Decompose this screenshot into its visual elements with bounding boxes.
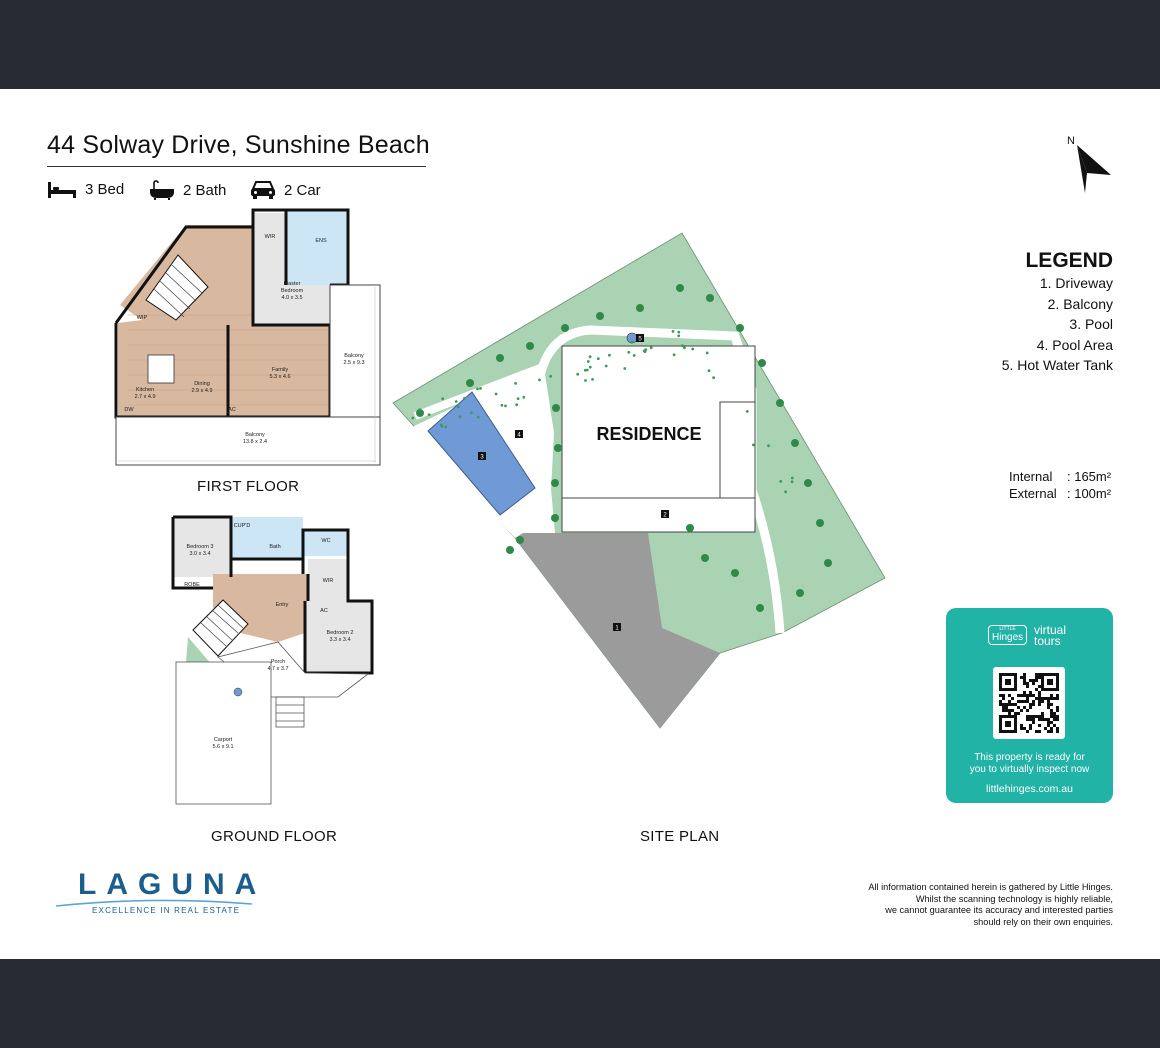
vt-message-1: This property is ready for bbox=[974, 752, 1085, 763]
north-label: N bbox=[1067, 135, 1075, 147]
baths-label: 2 Bath bbox=[183, 181, 227, 199]
shrub bbox=[681, 344, 684, 347]
beds-label: 3 Bed bbox=[85, 180, 125, 198]
legend-item: 1. Driveway bbox=[1039, 275, 1113, 291]
shrub bbox=[708, 369, 711, 372]
room-master-2: Bedroom bbox=[280, 288, 304, 294]
vt-title-1: virtual bbox=[1034, 623, 1067, 637]
shrub bbox=[608, 354, 611, 357]
shrub bbox=[677, 334, 680, 337]
marker-1 bbox=[613, 623, 621, 632]
tree bbox=[776, 399, 784, 407]
legend-item: 5. Hot Water Tank bbox=[1001, 357, 1113, 374]
tree bbox=[516, 536, 524, 544]
ensuite-floor bbox=[283, 210, 348, 287]
tree bbox=[758, 359, 766, 367]
shrub bbox=[623, 367, 626, 370]
tree bbox=[791, 439, 799, 447]
shrub bbox=[522, 396, 525, 399]
room-family: Family bbox=[271, 367, 289, 373]
shrub bbox=[712, 376, 715, 379]
marker-5 bbox=[636, 334, 644, 343]
room-ac-ff: AC bbox=[228, 407, 236, 413]
shrub bbox=[605, 365, 608, 368]
agency-tagline: EXCELLENCE IN REAL ESTATE bbox=[92, 906, 241, 915]
marker-2 bbox=[661, 510, 669, 519]
shrub bbox=[418, 408, 421, 411]
shrub bbox=[455, 400, 458, 403]
shrub bbox=[683, 346, 686, 349]
shrub bbox=[779, 480, 782, 483]
shrub bbox=[576, 373, 579, 376]
shrub bbox=[457, 405, 460, 408]
feature-baths bbox=[149, 180, 226, 200]
room-wc: WC bbox=[321, 538, 331, 544]
shrub bbox=[597, 357, 600, 360]
external-area-value: : 100m² bbox=[1067, 486, 1112, 501]
shrub bbox=[589, 355, 592, 358]
shrub bbox=[784, 490, 787, 493]
legend-title: LEGEND bbox=[1025, 249, 1113, 272]
svg-text:5: 5 bbox=[638, 336, 642, 343]
shrub bbox=[517, 397, 520, 400]
room-wir-gf: WIR bbox=[322, 578, 334, 584]
internal-area bbox=[1009, 469, 1112, 484]
shrub bbox=[767, 444, 770, 447]
shrub bbox=[584, 379, 587, 382]
disclaimer-line: should rely on their own enquiries. bbox=[973, 916, 1113, 927]
first-floor-label: FIRST FLOOR bbox=[197, 478, 300, 495]
shrub bbox=[501, 404, 504, 407]
shrub bbox=[589, 366, 592, 369]
residence-label: RESIDENCE bbox=[596, 424, 702, 444]
room-carport-dim: 5.6 x 9.1 bbox=[212, 744, 234, 750]
marker-4 bbox=[515, 430, 523, 439]
hot-water-tank-gf bbox=[234, 688, 242, 696]
room-dw: DW bbox=[124, 407, 134, 413]
car-icon bbox=[250, 180, 276, 200]
room-robe: ROBE bbox=[184, 582, 200, 588]
kitchen-island bbox=[148, 355, 174, 383]
disclaimer bbox=[868, 882, 1113, 928]
shrub bbox=[476, 388, 479, 391]
shrub bbox=[538, 379, 541, 382]
tree bbox=[804, 479, 812, 487]
legend-item: 3. Pool bbox=[1069, 316, 1113, 333]
external-area-label: External bbox=[1009, 486, 1057, 501]
tree bbox=[816, 519, 824, 527]
tree bbox=[466, 379, 474, 387]
legend-item: 4. Pool Area bbox=[1036, 336, 1113, 353]
room-family-dim: 5.3 x 4.6 bbox=[269, 374, 291, 380]
tree bbox=[756, 604, 764, 612]
tree bbox=[796, 589, 804, 597]
brand-small: LITTLE bbox=[999, 626, 1016, 632]
room-bath: Bath bbox=[269, 544, 281, 550]
shrub bbox=[650, 346, 653, 349]
room-bed2: Bedroom 2 bbox=[326, 630, 354, 636]
tree bbox=[706, 294, 714, 302]
feature-cars bbox=[250, 180, 321, 200]
vt-title-2: tours bbox=[1034, 634, 1061, 648]
svg-text:2: 2 bbox=[663, 512, 667, 519]
shrub bbox=[504, 405, 507, 408]
title-divider bbox=[47, 166, 426, 167]
ground-floor-plan bbox=[168, 512, 378, 808]
shrub bbox=[591, 378, 594, 381]
shrub bbox=[627, 351, 630, 354]
shrub bbox=[470, 411, 473, 414]
brand-name: Hinges bbox=[992, 632, 1024, 643]
shrub bbox=[495, 393, 498, 396]
room-dining: Dining bbox=[194, 381, 210, 387]
shrub bbox=[706, 352, 709, 355]
internal-area-label: Internal bbox=[1009, 469, 1053, 484]
shrub bbox=[630, 341, 633, 344]
virtual-tours-url[interactable]: littlehinges.com.au bbox=[986, 783, 1073, 795]
shrub bbox=[746, 410, 749, 413]
site-plan bbox=[390, 228, 890, 733]
room-kitchen-dim: 2.7 x 4.9 bbox=[134, 394, 156, 400]
top-band bbox=[0, 0, 1160, 89]
agency-name: LAGUNA bbox=[78, 868, 267, 901]
shrub bbox=[673, 353, 676, 356]
tree bbox=[731, 569, 739, 577]
porch-steps bbox=[276, 697, 304, 727]
internal-area-value: : 165m² bbox=[1067, 469, 1112, 484]
room-porch: Porch bbox=[270, 659, 286, 665]
room-master: Master bbox=[283, 281, 301, 287]
room-cupd: CUP'D bbox=[233, 523, 251, 529]
room-porch-dim: 4.7 x 3.7 bbox=[267, 666, 289, 672]
room-bed3: Bedroom 3 bbox=[186, 544, 214, 550]
shrub bbox=[459, 415, 462, 418]
tree bbox=[636, 304, 644, 312]
shrub bbox=[463, 397, 466, 400]
bed-icon bbox=[47, 180, 77, 198]
residence-wing bbox=[720, 402, 755, 498]
shrub bbox=[791, 477, 794, 480]
disclaimer-line: we cannot guarantee its accuracy and interested parties bbox=[885, 905, 1113, 916]
shrub bbox=[411, 417, 414, 420]
legend-list bbox=[1002, 273, 1113, 376]
first-floor-plan bbox=[108, 205, 383, 470]
balcony-strip bbox=[562, 498, 755, 532]
shrub bbox=[514, 382, 517, 385]
shrub bbox=[752, 444, 755, 447]
disclaimer-line: Whilst the scanning technology is highly reliable, bbox=[915, 893, 1113, 904]
room-kitchen: Kitchen bbox=[135, 387, 155, 393]
bath-icon bbox=[149, 180, 175, 200]
virtual-tours-message bbox=[946, 752, 1113, 776]
shrub bbox=[549, 375, 552, 378]
site-plan-label: SITE PLAN bbox=[640, 828, 720, 845]
room-ac-gf: AC bbox=[320, 608, 328, 614]
tree bbox=[736, 324, 744, 332]
little-hinges-logo bbox=[988, 625, 1027, 645]
ground-floor-label: GROUND FLOOR bbox=[211, 828, 338, 845]
room-bed3-dim: 3.0 x 3.4 bbox=[189, 551, 211, 557]
room-balcony-side-dim: 2.5 x 9.3 bbox=[343, 360, 365, 366]
bottom-band bbox=[0, 959, 1160, 1048]
tree bbox=[596, 312, 604, 320]
shrub bbox=[515, 403, 518, 406]
tree bbox=[554, 444, 562, 452]
shrub bbox=[441, 425, 444, 428]
shrub bbox=[677, 331, 680, 334]
room-ens: ENS bbox=[315, 238, 327, 244]
virtual-tours-card[interactable] bbox=[946, 608, 1113, 803]
external-area bbox=[1009, 486, 1112, 501]
room-entry: Entry bbox=[275, 602, 289, 608]
shrub bbox=[587, 360, 590, 363]
tree bbox=[526, 342, 534, 350]
virtual-tours-title bbox=[1034, 625, 1066, 647]
shrub bbox=[791, 480, 794, 483]
qr-code[interactable] bbox=[993, 667, 1065, 739]
svg-text:1: 1 bbox=[615, 625, 619, 632]
room-wip: WIP bbox=[136, 315, 148, 321]
svg-text:4: 4 bbox=[517, 432, 521, 439]
north-arrow-icon bbox=[1073, 145, 1113, 195]
room-bed2-dim: 3.3 x 3.4 bbox=[329, 637, 351, 643]
shrub bbox=[584, 369, 587, 372]
tree bbox=[552, 404, 560, 412]
feature-beds bbox=[47, 180, 124, 198]
cars-label: 2 Car bbox=[284, 181, 321, 199]
room-dining-dim: 2.9 x 4.9 bbox=[191, 388, 213, 394]
tree bbox=[561, 324, 569, 332]
shrub bbox=[479, 387, 482, 390]
page-title: 44 Solway Drive, Sunshine Beach bbox=[47, 131, 430, 159]
room-carport: Carport bbox=[213, 737, 233, 743]
tree bbox=[496, 354, 504, 362]
svg-text:3: 3 bbox=[480, 454, 484, 461]
room-master-dim: 4.0 x 3.5 bbox=[281, 295, 303, 301]
tree bbox=[506, 546, 514, 554]
shrub bbox=[691, 348, 694, 351]
disclaimer-line: All information contained herein is gathered by Little Hinges. bbox=[868, 882, 1113, 892]
shrub bbox=[477, 416, 480, 419]
shrub bbox=[672, 330, 675, 333]
tree bbox=[686, 524, 694, 532]
legend-item: 2. Balcony bbox=[1047, 295, 1113, 312]
carport bbox=[176, 662, 271, 804]
marker-3 bbox=[478, 452, 486, 461]
tree bbox=[824, 559, 832, 567]
shrub bbox=[633, 354, 636, 357]
tree bbox=[676, 284, 684, 292]
shrub bbox=[444, 426, 447, 429]
tree bbox=[551, 479, 559, 487]
shrub bbox=[644, 350, 647, 353]
room-balcony: Balcony bbox=[245, 432, 265, 438]
shrub bbox=[428, 413, 431, 416]
tree bbox=[701, 554, 709, 562]
shrub bbox=[441, 397, 444, 400]
tree bbox=[551, 514, 559, 522]
room-balcony-side: Balcony bbox=[344, 353, 364, 359]
vt-message-2: you to virtually inspect now bbox=[969, 764, 1090, 775]
room-balcony-dim: 13.8 x 2.4 bbox=[242, 439, 268, 445]
room-wir-ff: WIR bbox=[264, 234, 276, 240]
